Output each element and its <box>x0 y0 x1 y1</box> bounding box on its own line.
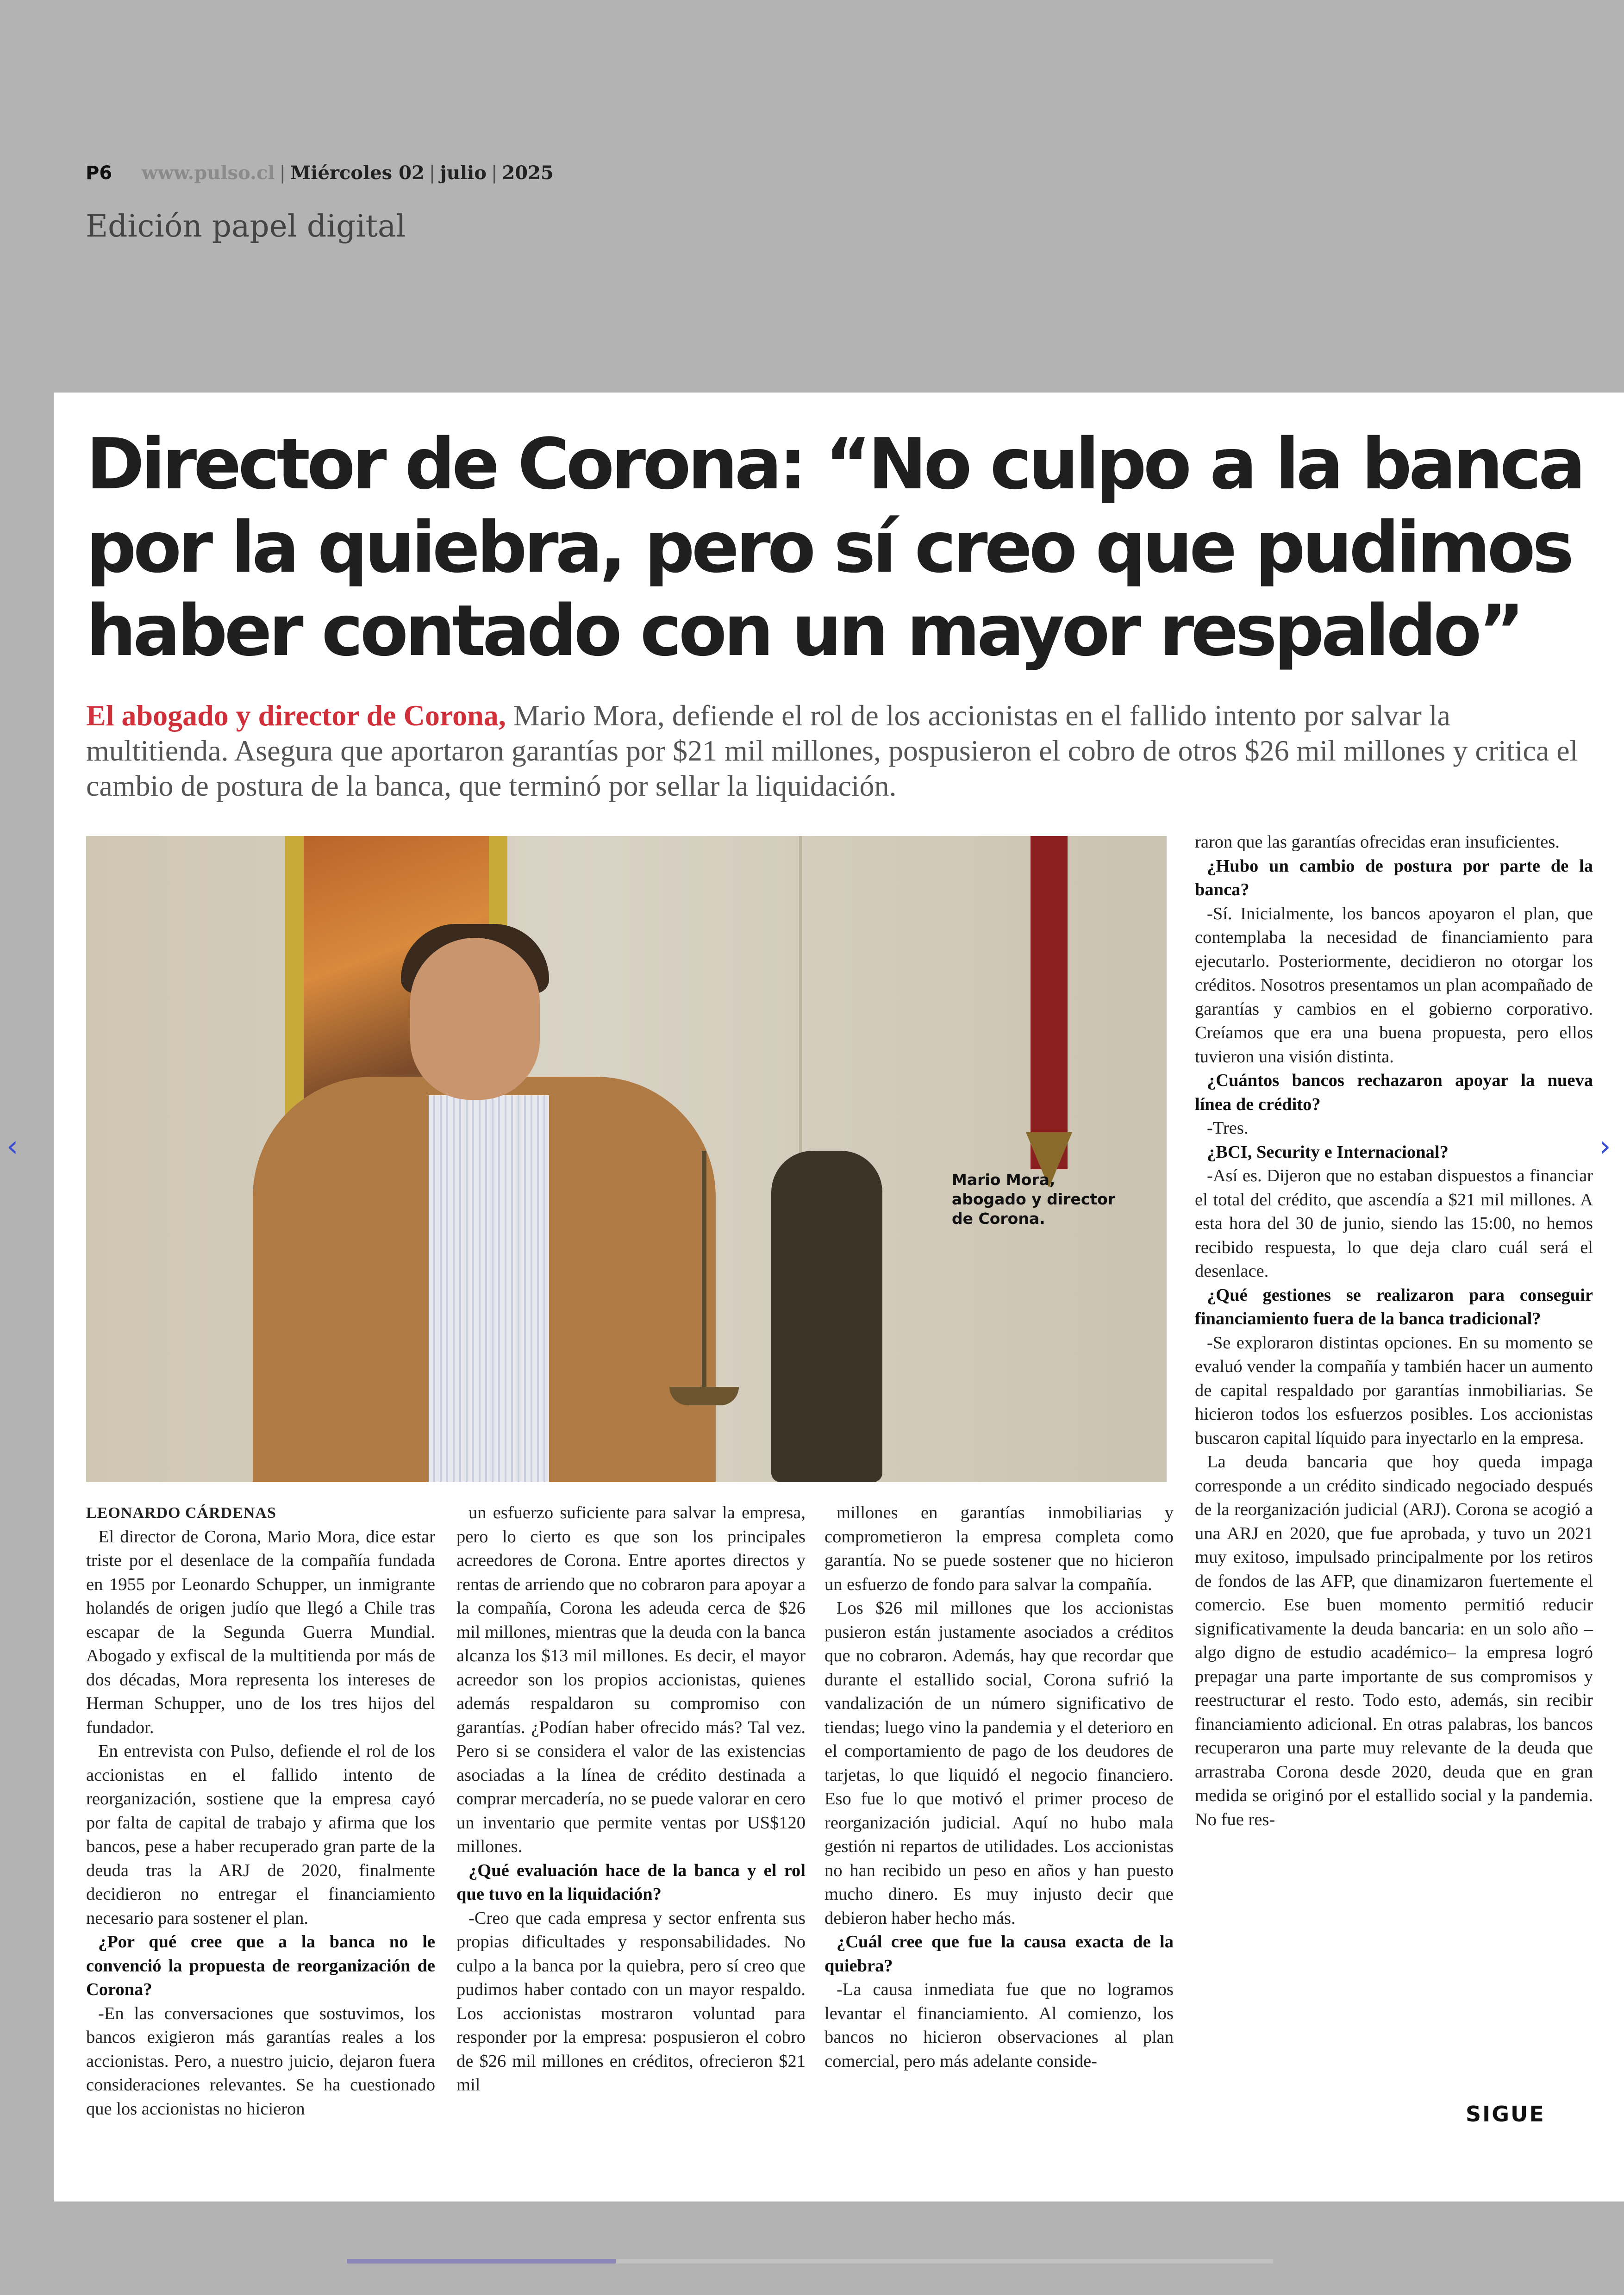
article-photo <box>86 836 1167 1482</box>
article-paragraph: raron que las garantías ofrecidas eran insuficientes. <box>1195 832 1560 852</box>
continue-label: SIGUE <box>1466 2102 1545 2127</box>
article-paragraph: un esfuerzo suficiente para salvar la empresa, pero lo cierto es que son los principales acreedores de Corona. Entre aportes directos y rentas de arriendo que no cobraron para apoyar a la compañía, Corona les adeuda cerca de $26 mil millones, mientras que la deuda con la banca alcanza los $13 mil millones. Es decir, el mayor acreedor son los propios accionistas, quienes además respaldaron su compromiso con garantías. ¿Podían haber ofrecido más? Tal vez. Pero si se considera el valor de las existencias asociadas a la línea de crédito destinada a comprar mercadería, no se puede valorar en cero un inventario que permite ventas por US$120 millones. <box>456 1503 806 1856</box>
page-scrollbar[interactable] <box>347 2259 1273 2264</box>
interview-question: ¿Por qué cree que a la banca no le convenció la propuesta de reorganización de Corona? <box>86 1932 435 1999</box>
interview-question: ¿Hubo un cambio de postura por parte de la banca? <box>1195 856 1593 899</box>
byline: LEONARDO CÁRDENAS <box>86 1504 276 1522</box>
deck-text: Mario Mora, defiende el rol de los accionistas en el fallido intento por salvar la multitienda. Asegura que aportaron garantías por $21 mil millones, pospusieron el cobro de otros $26 mil millones y critica el cambio de postura de la banca, que terminó por sellar la liquidación. <box>86 699 1578 802</box>
date-month: julio <box>440 162 487 184</box>
deck-lead: El abogado y director de Corona, <box>86 699 506 732</box>
edition-label: Edición papel digital <box>86 208 406 244</box>
interview-question: ¿Qué gestiones se realizaron para conseguir financiamiento fuera de la banca tradicional? <box>1195 1285 1593 1328</box>
person-head <box>410 938 540 1100</box>
article-paragraph: En entrevista con Pulso, defiende el rol de los accionistas en el fallido intento de reorganización, sostiene que la empresa cayó por falta de capital de trabajo y afirma que los bancos, pese a haber recuperado gran parte de la deuda tras la ARJ de 2020, finalmente decidieron no entregar el financiamiento necesario para sostener el plan. <box>86 1741 435 1928</box>
date-year: 2025 <box>502 162 554 184</box>
photo-caption: Mario Mora, abogado y director de Corona. <box>952 1171 1116 1228</box>
article-paragraph: -Creo que cada empresa y sector enfrenta sus propias dificultades y responsabilidades. No culpo a la banca por la quiebra, pero sí creo que pudimos haber contado con un mayor respaldo. Los accionistas mostraron voluntad para responder por la empresa: pospusieron el cobro de $26 mil millones en créditos, ofrecieron $21 mil <box>456 1908 806 2095</box>
scrollbar-thumb[interactable] <box>347 2259 616 2264</box>
article-paragraph: -Tres. <box>1207 1118 1249 1138</box>
person-shirt <box>429 1095 549 1482</box>
interview-question: ¿Cuál cree que fue la causa exacta de la quiebra? <box>824 1932 1174 1976</box>
article-paragraph: -La causa inmediata fue que no logramos levantar el financiamiento. Al comienzo, los bancos no hicieron observaciones al plan comercial, pero más adelante conside- <box>824 1980 1174 2071</box>
article-paragraph: El director de Corona, Mario Mora, dice estar triste por el desenlace de la compañía fundada en 1955 por Leonardo Schupper, un inmigrante holandés de origen judío que llegó a Chile tras escapar de la Segunda Guerra Mundial. Abogado y exfiscal de la multitienda por más de dos décadas, Mora representa los intereses de Herman Schupper, uno de los tres hijos del fundador. <box>86 1527 435 1737</box>
article-paragraph: -Sí. Inicialmente, los bancos apoyaron el plan, que contemplaba la necesidad de financiamiento para ejecutarlo. Posteriormente, decidieron no otorgar los créditos. Nosotros presentamos un plan acompañado de garantías y cambios en el gobierno corporativo. Creíamos que era una buena propuesta, pero ellos tuvieron una visión distinta. <box>1195 904 1593 1066</box>
article-paragraph: millones en garantías inmobiliarias y comprometieron la empresa completa como garantía. No se puede sostener que no hicieron un esfuerzo de fondo para salvar la compañía. <box>824 1503 1174 1594</box>
article-paragraph: Los $26 mil millones que los accionistas pusieron están justamente asociados a créditos que no cobraron. Además, hay que recordar que durante el estallido social, Corona sufrió la vandalización de un número significativo de tiendas; luego vino la pandemia y el deterioro en el comportamiento de pago de los deudores de tarjetas, lo que liquidó el negocio financiero. Eso fue lo que motivó el primer proceso de reorganización judicial. Aquí no hubo mala gestión ni repartos de utilidades. Los accionistas no han recibido un peso en años y han puesto mucho dinero. Es muy injusto decir que debieron haber hecho más. <box>824 1598 1174 1928</box>
article-paragraph: -Se exploraron distintas opciones. En su momento se evaluó vender la compañía y también hacer un aumento de capital respaldado por garantías inmobiliarias. Se hicieron todos los esfuerzos posibles. Los accionistas buscaron capital líquido para inyectarlo en la empresa. <box>1195 1333 1593 1448</box>
article-deck <box>86 698 1591 804</box>
article-paragraph: -En las conversaciones que sostuvimos, los bancos exigieron más garantías reales a los accionistas. Pero, a nuestro juicio, dejaron fuera consideraciones relevantes. Se ha cuestionado que los accionistas no hicieron <box>86 2003 435 2119</box>
next-page-button[interactable] <box>1599 1129 1611 1164</box>
article-column-4 <box>1195 830 1593 1832</box>
interview-question: ¿BCI, Security e Internacional? <box>1207 1142 1449 1162</box>
article-column-3 <box>824 1501 1174 2073</box>
article-column-1 <box>86 1501 435 2121</box>
sword-sheath <box>1031 836 1068 1169</box>
date-weekday: Miércoles 02 <box>290 162 425 184</box>
justice-statue <box>771 1151 882 1482</box>
article-paragraph: La deuda bancaria que hoy queda impaga corresponde a un crédito sindicado negociado después de la reorganización judicial (ARJ). Corona se acogió a una ARJ en 2020, que fue aprobada, y tuvo un 2021 muy exitoso, impulsado principalmente por los retiros de fondos de las AFP, que dinamizaron fuertemente el comercio. Ese buen momento permitió reducir significativamente la deuda bancaria: en un solo año –algo digno de estudio académico– la empresa logró prepagar una parte importante de sus compromisos y reestructurar el resto. Todo esto, además, sin recibir financiamiento adicional. En otras palabras, los bancos recuperaron una parte muy relevante de la deuda que arrastraba Corona desde 2020, deuda que en gran medida se originó por el estallido social y la pandemia. No fue res- <box>1195 1452 1593 1829</box>
page-header: P6 www.pulso.cl | Miércoles 02 | julio | 2025 <box>86 162 554 184</box>
newspaper-page <box>54 393 1624 2201</box>
website-link[interactable]: www.pulso.cl <box>142 162 275 184</box>
chevron-right-icon: › <box>1599 1129 1611 1164</box>
article-paragraph: -Así es. Dijeron que no estaban dispuestos a financiar el total del crédito, que ascendía a $21 mil millones. A esta hora del 30 de junio, siendo las 15:00, no hemos recibido respuesta, lo que deja claro cuál será el desenlace. <box>1195 1166 1593 1281</box>
interview-question: ¿Cuántos bancos rechazaron apoyar la nueva línea de crédito? <box>1195 1071 1593 1114</box>
article-column-2 <box>456 1501 806 2097</box>
justice-scale <box>702 1151 706 1391</box>
prev-page-button[interactable] <box>6 1129 19 1164</box>
chevron-left-icon: ‹ <box>6 1129 19 1164</box>
interview-question: ¿Qué evaluación hace de la banca y el rol que tuvo en la liquidación? <box>456 1860 806 1904</box>
article-headline: Director de Corona: “No culpo a la banca por la quiebra, pero sí creo que pudimos haber contado con un mayor respaldo” <box>86 423 1583 672</box>
page-number: P6 <box>86 162 112 184</box>
